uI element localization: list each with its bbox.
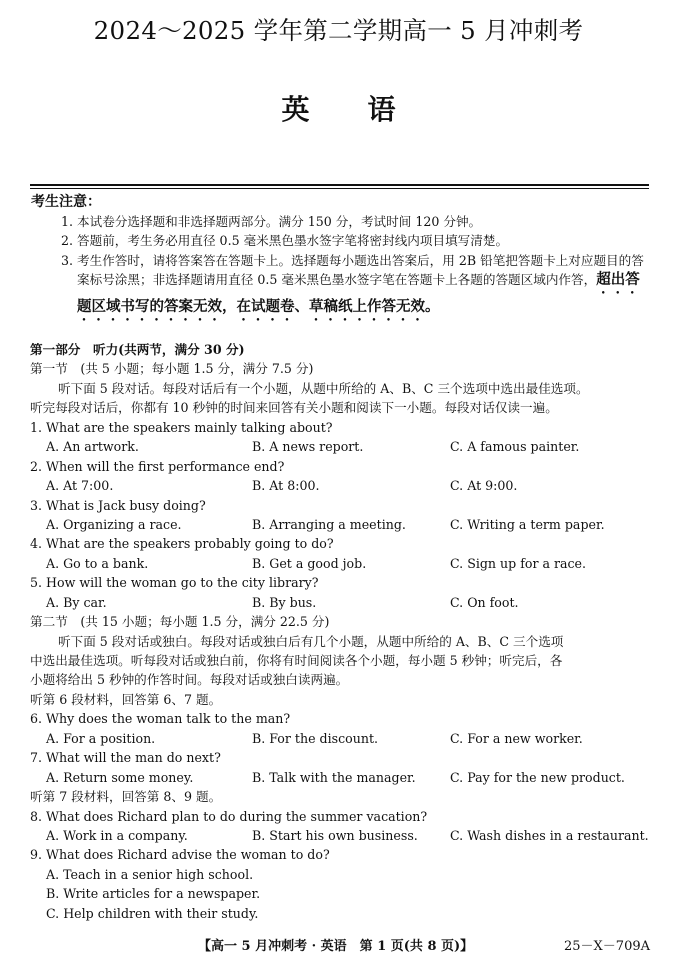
option-row [30,768,652,787]
question-stem: 1. What are the speakers mainly talking about? [30,419,333,435]
notice-emphasis: 超出答题区域书写的答案无效，在试题卷、草稿纸上作答无效。 [77,270,640,315]
option-a: A. By car. [46,594,107,610]
option-c: C. At 9:00. [450,478,518,494]
question-stem: 3. What is Jack busy doing? [30,497,206,513]
option-a: A. Go to a bank. [46,555,149,571]
option-a: A. At 7:00. [46,478,114,494]
option-a: A. Teach in a senior high school. [46,866,254,882]
option-b: B. Write articles for a newspaper. [46,886,261,902]
option-row [30,515,652,534]
section-title: 第一节 (共 5 小题；每小题 1.5 分，满分 7.5 分) [30,361,314,377]
option-c: C. Wash dishes in a restaurant. [450,827,649,843]
option-c: C. A famous painter. [450,439,580,455]
question-stem: 2. When will the first performance end? [30,458,285,474]
notice-heading: 考生注意： [31,194,101,210]
option-b: B. Start his own business. [252,827,418,843]
section-instructions: 听完每段对话后，你都有 10 秒钟的时间来回答有关小题和阅读下一小题。每段对话仅读一遍。 [30,400,558,416]
option-row [30,593,652,612]
question-stem: 7. What will the man do next? [30,750,221,766]
option-a: A. An artwork. [46,439,139,455]
exam-body [30,340,652,923]
option-a: A. For a position. [46,730,156,746]
option-b: B. By bus. [252,594,317,610]
section-title: 第二节 (共 15 小题；每小题 1.5 分，满分 22.5 分) [30,614,330,630]
notice-item-text: 3. 考生作答时，请将答案答在答题卡上。选择题每小题选出答案后，用 2B 铅笔把答题卡上对应题目的答案标号涂黑；非选择题请用直径 0.5 毫米黑色墨水签字笔在答题卡上各题的答题区域内作答， [61,252,644,287]
section-instructions: 小题将给出 5 秒钟的作答时间。每段对话或独白读两遍。 [30,672,349,688]
notice-item [31,251,651,324]
option-c: C. Sign up for a race. [450,555,587,571]
option-b: B. A news report. [252,439,364,455]
option-c: C. Pay for the new product. [450,769,625,785]
option-a: A. Work in a company. [46,827,188,843]
option-c: C. Writing a term paper. [450,516,605,532]
question-stem: 4. What are the speakers probably going to do? [30,536,334,552]
footer-code: 25－X－709A [564,939,650,954]
notice-list [31,212,651,324]
option-b: B. Talk with the manager. [252,769,416,785]
option-b: B. Arranging a meeting. [252,516,406,532]
option-row [30,476,652,495]
question-stem: 9. What does Richard advise the woman to do? [30,847,330,863]
exam-title: 2024～2025 学年第二学期高一 5 月冲刺考 [93,16,584,45]
option-b: B. For the discount. [252,730,379,746]
exam-notice [31,193,651,324]
option-row [30,729,652,748]
notice-item: 2. 答题前，考生务必用直径 0.5 毫米黑色墨水签字笔将密封线内项目填写清楚。 [61,233,509,249]
section-instructions: 中选出最佳选项。听每段对话或独白前，你将有时间阅读各个小题，每小题 5 秒钟；听完后，各 [30,653,563,668]
option-a: A. Organizing a race. [46,516,182,532]
section-instructions: 听下面 5 段对话。每段对话后有一个小题，从题中所给的 A、B、C 三个选项中选出最佳选项。 [58,380,589,396]
header-divider-thick [30,184,649,186]
option-c: C. For a new worker. [450,730,583,746]
part-title: 第一部分 听力(共两节，满分 30 分) [30,342,245,357]
option-b: B. At 8:00. [252,478,320,494]
option-row [30,554,652,573]
question-stem: 5. How will the woman go to the city library? [30,575,319,591]
header-divider-thin [30,188,649,189]
option-a: A. Return some money. [46,769,194,785]
material-intro: 听第 6 段材料，回答第 6、7 题。 [30,691,222,707]
option-row [30,437,652,456]
notice-item: 1. 本试卷分选择题和非选择题两部分。满分 150 分，考试时间 120 分钟。 [61,214,482,230]
section-instructions: 听下面 5 段对话或独白。每段对话或独白后有几个小题，从题中所给的 A、B、C 三个选项 [58,633,564,649]
option-row [30,826,652,845]
option-c: C. On foot. [450,594,519,610]
page-footer [0,935,677,955]
material-intro: 听第 7 段材料，回答第 8、9 题。 [30,789,222,805]
question-stem: 6. Why does the woman talk to the man? [30,711,291,727]
footer-page-info: 【高一 5 月冲刺考 · 英语 第 1 页(共 8 页)】 [198,939,474,954]
subject-title: 英语 [281,93,454,126]
question-stem: 8. What does Richard plan to do during the summer vacation? [30,808,428,824]
option-b: B. Get a good job. [252,555,367,571]
option-c: C. Help children with their study. [46,905,259,921]
